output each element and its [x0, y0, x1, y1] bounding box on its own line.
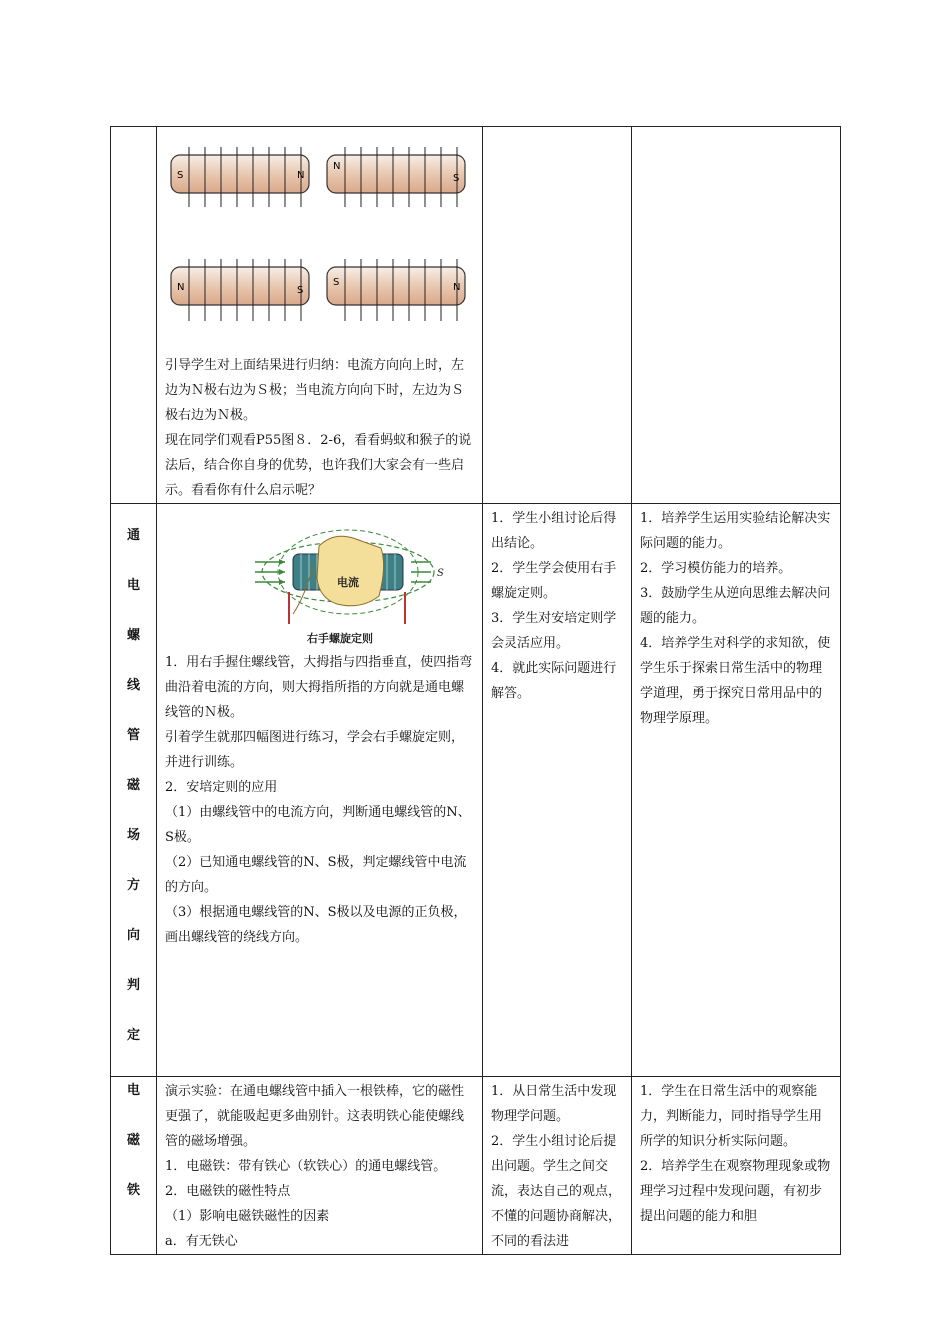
solenoid-3-left-pole: N	[177, 282, 185, 293]
row2-paragraph: （1）由螺线管中的电流方向，判断通电螺线管的N、S极。	[165, 805, 471, 845]
title-char: 线	[126, 678, 140, 693]
title-char: 电	[126, 1083, 140, 1098]
row2-intent-cell	[632, 504, 841, 1077]
title-char: 判	[126, 978, 140, 993]
solenoid-1	[167, 137, 317, 217]
row3-title-cell	[111, 1077, 157, 1255]
row2-paragraph: 引着学生就那四幅图进行练习，学会右手螺旋定则，并进行训练。	[165, 730, 465, 770]
row-electromagnet	[111, 1077, 841, 1255]
solenoid-2-right-pole: S	[453, 173, 460, 184]
row1-paragraph: 现在同学们观看P55图８．2-6，看看蚂蚁和猴子的说法后，结合你自身的优势，也许我们大家会有一些启示。看看你有什么启示呢？	[165, 433, 472, 498]
design-intent: 1．学生在日常生活中的观察能力，判断能力，同时指导学生用所学的知识分析实际问题。	[640, 1084, 823, 1149]
student-activity: 4．就此实际问题进行解答。	[491, 661, 617, 701]
row3-paragraph: 演示实验：在通电螺线管中插入一根铁棒，它的磁性更强了，就能吸起更多曲别针。这表明铁心能使螺线管的磁场增强。	[165, 1084, 465, 1149]
row3-paragraph: 2．电磁铁的磁性特点	[165, 1184, 291, 1199]
row2-paragraph: 1．用右手握住螺线管，大拇指与四指垂直，使四指弯曲沿着电流的方向，则大拇指所指的方向就是通电螺线管的Ｎ极。	[165, 655, 473, 720]
figure-current-label: 电流	[337, 576, 359, 589]
figure-caption: 右手螺旋定则	[307, 632, 373, 645]
row3-intent-text	[632, 1077, 840, 1229]
row1-student-cell	[483, 127, 632, 504]
row3-content-cell	[157, 1077, 483, 1255]
solenoid-2-left-pole: N	[333, 161, 341, 172]
row1-paragraph: 引导学生对上面结果进行归纳：电流方向向上时，左边为Ｎ极右边为Ｓ极；当电流方向向下时，左边为Ｓ极右边为Ｎ极。	[165, 358, 465, 423]
solenoid-2	[323, 137, 473, 217]
row1-content-cell	[157, 127, 483, 504]
row2-text	[157, 650, 482, 950]
title-char: 磁	[126, 1133, 140, 1148]
row3-paragraph: a．有无铁心	[165, 1234, 238, 1249]
title-char: 方	[126, 878, 140, 893]
design-intent: 2．学习模仿能力的培养。	[640, 561, 792, 576]
row3-vertical-title	[111, 1077, 156, 1231]
student-activity: 1．从日常生活中发现物理学问题。	[491, 1084, 617, 1124]
row3-paragraph: 1．电磁铁：带有铁心（软铁心）的通电螺线管。	[165, 1159, 447, 1174]
design-intent: 4．培养学生对科学的求知欲，使学生乐于探索日常生活中的物理学道理，勇于探究日常用品中的物理学原理。	[640, 636, 831, 726]
student-activity: 3．学生对安培定则学会灵活应用。	[491, 611, 617, 651]
title-char: 定	[126, 1028, 140, 1043]
student-activity: 2．学生学会使用右手螺旋定则。	[491, 561, 617, 601]
row3-paragraph: （1）影响电磁铁磁性的因素	[165, 1209, 330, 1224]
figure-pole-label: S	[437, 568, 444, 579]
row2-student-text	[483, 504, 631, 706]
solenoid-1-right-pole: N	[297, 170, 305, 181]
title-char: 向	[126, 928, 140, 943]
row2-vertical-title	[111, 504, 156, 1076]
solenoid-figures	[161, 131, 482, 351]
row2-paragraph: （3）根据通电螺线管的N、S极以及电源的正负极，画出螺线管的绕线方向。	[165, 905, 467, 945]
solenoid-4-right-pole: N	[453, 282, 461, 293]
row2-title-cell	[111, 504, 157, 1077]
row2-student-cell	[483, 504, 632, 1077]
row-solenoid-examples	[111, 127, 841, 504]
title-char: 铁	[126, 1183, 140, 1198]
row1-title-cell	[111, 127, 157, 504]
solenoid-4	[323, 249, 473, 331]
row2-paragraph: 2．安培定则的应用	[165, 780, 278, 795]
title-char: 通	[126, 528, 140, 543]
student-activity: 1．学生小组讨论后得出结论。	[491, 511, 617, 551]
student-activity: 2．学生小组讨论后提出问题。学生之间交流，表达自己的观点，不懂的问题协商解决，不同的看法进	[491, 1134, 622, 1249]
right-hand-rule-figure	[253, 526, 453, 646]
row2-paragraph: （2）已知通电螺线管的N、S极，判定螺线管中电流的方向。	[165, 855, 467, 895]
solenoid-4-left-pole: S	[333, 277, 340, 288]
row2-intent-text	[632, 504, 840, 731]
row1-text	[157, 351, 482, 503]
title-char: 螺	[126, 628, 140, 643]
row3-text	[157, 1077, 482, 1254]
solenoid-3-right-pole: S	[297, 285, 304, 296]
row3-intent-cell	[632, 1077, 841, 1255]
row-right-hand-rule	[111, 504, 841, 1077]
row3-student-text	[483, 1077, 631, 1254]
title-char: 场	[126, 828, 140, 843]
design-intent: 2．培养学生在观察物理现象或物理学习过程中发现问题，有初步提出问题的能力和胆	[640, 1159, 831, 1224]
row3-student-cell	[483, 1077, 632, 1255]
solenoid-3	[167, 249, 317, 331]
title-char: 管	[126, 728, 140, 743]
design-intent: 1．培养学生运用实验结论解决实际问题的能力。	[640, 511, 831, 551]
title-char: 磁	[126, 778, 140, 793]
title-char: 电	[126, 578, 140, 593]
lesson-table	[110, 126, 841, 1255]
row1-intent-cell	[632, 127, 841, 504]
solenoid-1-left-pole: S	[177, 170, 184, 181]
row2-content-cell	[157, 504, 483, 1077]
design-intent: 3．鼓励学生从逆向思维去解决问题的能力。	[640, 586, 831, 626]
